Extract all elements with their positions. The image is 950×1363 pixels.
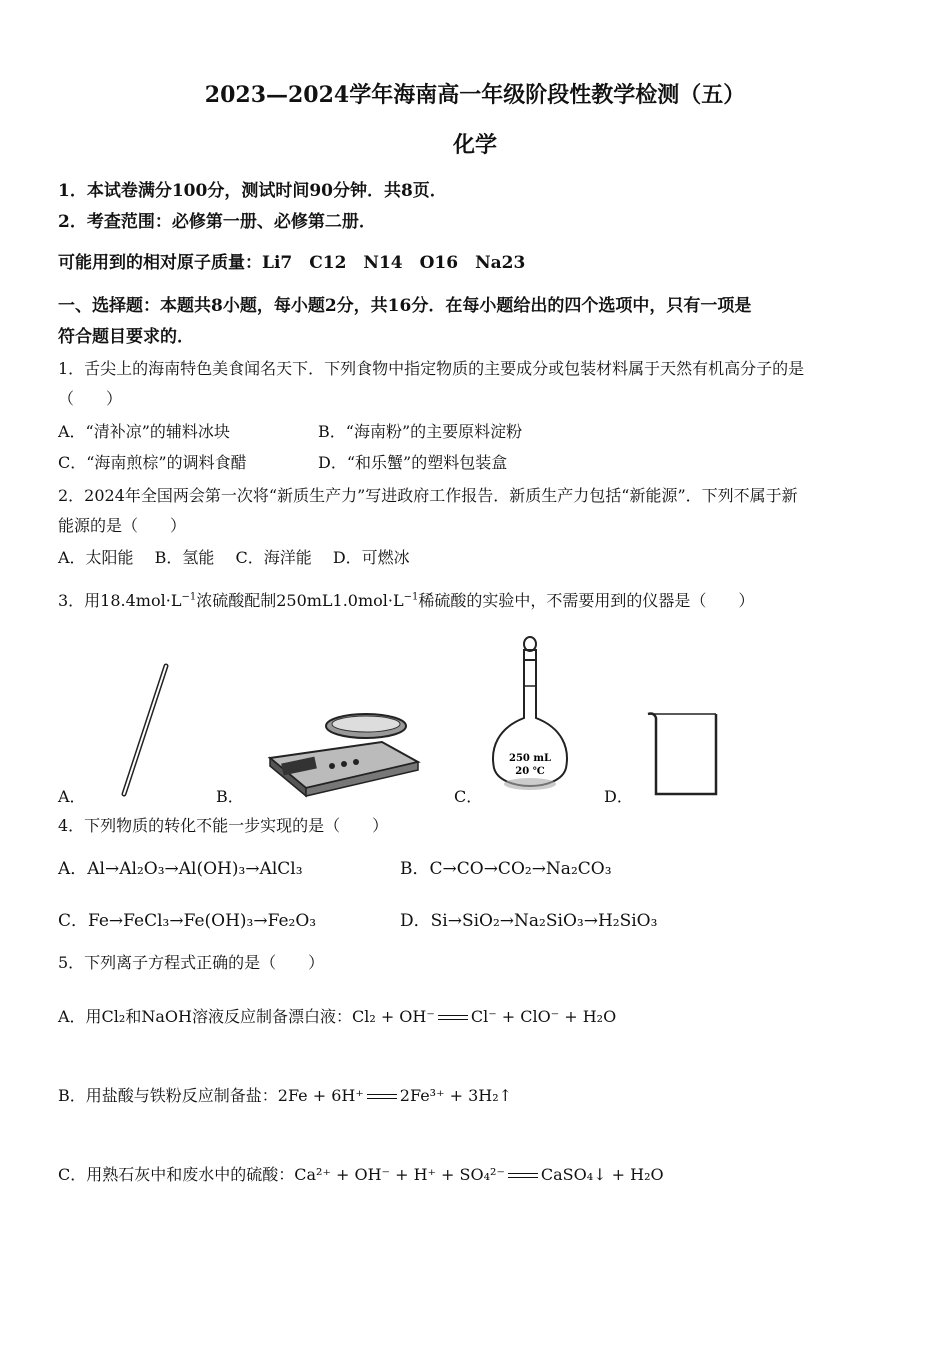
q5-b-lhs: 2Fe + 6H⁺ — [277, 1086, 364, 1105]
q5-b-text: B．用盐酸与铁粉反应制备盐： — [58, 1086, 278, 1105]
q5-stem: 5．下列离子方程式正确的是（ ） — [58, 953, 325, 972]
q3-label-d: D． — [604, 787, 633, 806]
q4-option-c: C．Fe→FeCl₃→Fe(OH)₃→Fe₂O₃ — [58, 911, 317, 931]
q1-stem-line1: 1．舌尖上的海南特色美食闻名天下．下列食物中指定物质的主要成分或包装材料属于天然有机高分子的是 — [58, 359, 805, 378]
q3-stem-prefix: 3．用18.4mol·L — [58, 591, 182, 610]
q5-a-text: A．用Cl₂和NaOH溶液反应制备漂白液： — [58, 1007, 352, 1026]
q3-stem-mid: 浓硫酸配制250mL1.0mol·L — [196, 591, 404, 610]
q3-label-c: C． — [454, 787, 483, 806]
exam-title: 2023—2024学年海南高一年级阶段性教学检测（五） — [204, 82, 746, 108]
q4-option-a: A．Al→Al₂O₃→Al(OH)₃→AlCl₃ — [58, 859, 303, 879]
q4-option-d: D．Si→SiO₂→Na₂SiO₃→H₂SiO₃ — [400, 911, 658, 931]
electronic-balance-image — [262, 702, 422, 798]
q3-label-a: A． — [58, 787, 86, 806]
section1-line2: 符合题目要求的． — [58, 327, 194, 347]
q3-stem — [58, 588, 754, 611]
atomic-masses: 可能用到的相对原子质量：Li7 C12 N14 O16 Na23 — [58, 253, 526, 273]
section1-line1: 一、选择题：本题共8小题，每小题2分，共16分．在每小题给出的四个选项中，只有一项是 — [58, 296, 752, 316]
q4-stem: 4．下列物质的转化不能一步实现的是（ ） — [58, 816, 389, 835]
volumetric-flask-image — [488, 634, 572, 800]
equals-sign — [367, 1094, 397, 1099]
q1-option-c: C．“海南煎棕”的调料食醋 — [58, 453, 247, 472]
q2-options: A．太阳能 B．氢能 C．海洋能 D．可燃冰 — [58, 548, 410, 567]
q5-b-rhs: 2Fe³⁺ + 3H₂↑ — [399, 1086, 513, 1105]
q1-stem-line2: （ ） — [58, 389, 123, 408]
flask-label-temperature: 20 ℃ — [515, 766, 545, 777]
q3-label-b: B． — [216, 787, 244, 806]
q5-option-c — [58, 1162, 664, 1185]
q3-sup-1: −1 — [181, 591, 197, 603]
q2-stem-line1: 2．2024年全国两会第一次将“新质生产力”写进政府工作报告．新质生产力包括“新能源”．下列不属于新 — [58, 486, 798, 505]
note-1: 1．本试卷满分100分，测试时间90分钟．共8页． — [58, 181, 447, 201]
glass-rod-image — [110, 660, 180, 800]
q4-option-b: B．C→CO→CO₂→Na₂CO₃ — [400, 859, 612, 879]
note-2: 2．考查范围：必修第一册、必修第二册． — [58, 212, 376, 232]
beaker-image — [644, 708, 724, 800]
q5-c-rhs: CaSO₄↓ + H₂O — [540, 1165, 664, 1184]
equals-sign — [438, 1015, 468, 1020]
q5-option-b — [58, 1083, 512, 1106]
flask-label-volume: 250 mL — [509, 753, 551, 764]
q1-option-a: A．“清补凉”的辅料冰块 — [58, 422, 230, 441]
q2-stem-line2: 能源的是（ ） — [58, 516, 187, 535]
q5-a-rhs: Cl⁻ + ClO⁻ + H₂O — [470, 1007, 617, 1026]
q5-c-lhs: Ca²⁺ + OH⁻ + H⁺ + SO₄²⁻ — [294, 1165, 505, 1184]
equals-sign — [508, 1173, 538, 1178]
q1-option-d: D．“和乐蟹”的塑料包装盒 — [318, 453, 508, 472]
q5-option-a — [58, 1004, 616, 1027]
subject-title: 化学 — [452, 132, 497, 158]
q3-sup-2: −1 — [403, 591, 419, 603]
q5-a-lhs: Cl₂ + OH⁻ — [351, 1007, 435, 1026]
q1-option-b: B．“海南粉”的主要原料淀粉 — [318, 422, 523, 441]
q5-c-text: C．用熟石灰中和废水中的硫酸： — [58, 1165, 295, 1184]
q3-stem-suffix: 稀硫酸的实验中，不需要用到的仪器是（ ） — [418, 591, 755, 610]
